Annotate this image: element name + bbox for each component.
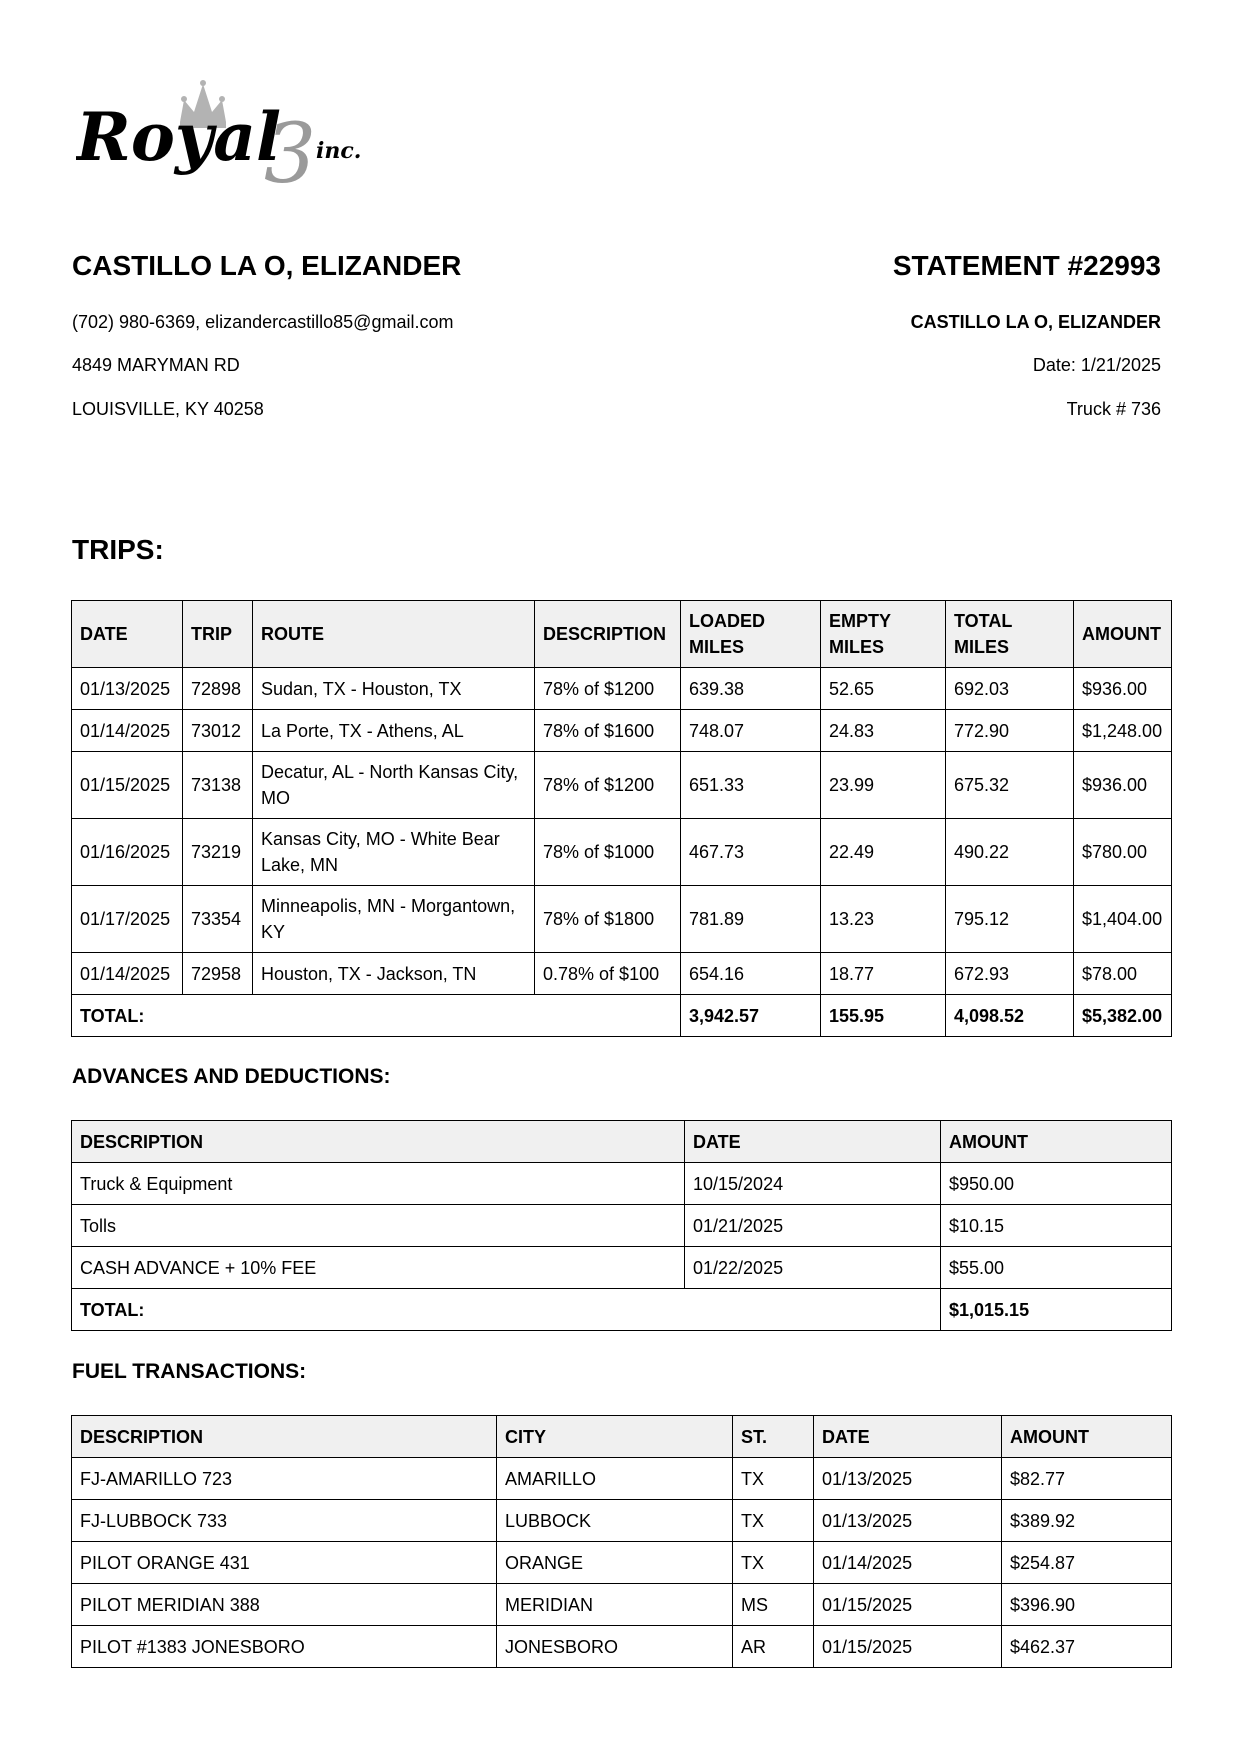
cell-date: 01/14/2025 — [72, 710, 183, 752]
cell-state: MS — [733, 1584, 814, 1626]
cell-description: 78% of $1600 — [535, 710, 681, 752]
column-header: ROUTE — [253, 601, 535, 668]
table-row — [72, 1247, 1172, 1289]
cell-trip: 73219 — [183, 819, 253, 886]
cell-date: 01/13/2025 — [814, 1500, 1002, 1542]
cell-city: ORANGE — [497, 1542, 733, 1584]
cell-city: JONESBORO — [497, 1626, 733, 1668]
cell-empty-miles: 18.77 — [821, 953, 946, 995]
logo-text: Royal — [76, 98, 282, 176]
cell-amount: $55.00 — [941, 1247, 1172, 1289]
cell-city: LUBBOCK — [497, 1500, 733, 1542]
cell-date: 01/15/2025 — [814, 1626, 1002, 1668]
deductions-table — [71, 1120, 1172, 1331]
logo-numeral: 3 — [264, 107, 317, 194]
company-logo — [76, 78, 386, 194]
cell-amount: $254.87 — [1002, 1542, 1172, 1584]
cell-description: Truck & Equipment — [72, 1163, 685, 1205]
cell-date: 01/17/2025 — [72, 886, 183, 953]
column-header: DATE — [814, 1416, 1002, 1458]
cell-amount: $462.37 — [1002, 1626, 1172, 1668]
driver-address-line1: 4849 MARYMAN RD — [72, 355, 240, 375]
fuel-header-row — [72, 1416, 1172, 1458]
trips-header-row — [72, 601, 1172, 668]
statement-date: Date: 1/21/2025 — [1032, 355, 1161, 375]
driver-name-title: CASTILLO LA O, ELIZANDER — [72, 250, 462, 281]
cell-description: PILOT ORANGE 431 — [72, 1542, 497, 1584]
column-header: ST. — [733, 1416, 814, 1458]
cell-empty-miles: 24.83 — [821, 710, 946, 752]
cell-loaded-miles: 639.38 — [681, 668, 821, 710]
cell-amount: $936.00 — [1074, 668, 1172, 710]
cell-description: PILOT #1383 JONESBORO — [72, 1626, 497, 1668]
table-row — [72, 1626, 1172, 1668]
cell-description: 78% of $1800 — [535, 886, 681, 953]
table-row — [72, 953, 1172, 995]
cell-route: La Porte, TX - Athens, AL — [253, 710, 535, 752]
fuel-table — [71, 1415, 1172, 1668]
cell-date: 01/13/2025 — [72, 668, 183, 710]
cell-loaded-miles: 467.73 — [681, 819, 821, 886]
cell-amount: $10.15 — [941, 1205, 1172, 1247]
cell-total-miles: 772.90 — [946, 710, 1074, 752]
cell-trip: 72898 — [183, 668, 253, 710]
cell-total-miles: 675.32 — [946, 752, 1074, 819]
cell-date: 10/15/2024 — [685, 1163, 941, 1205]
trips-table — [71, 600, 1172, 1037]
trips-heading: TRIPS: — [72, 534, 164, 565]
cell-total-miles: 795.12 — [946, 886, 1074, 953]
cell-city: AMARILLO — [497, 1458, 733, 1500]
table-row — [72, 752, 1172, 819]
column-header: TRIP — [183, 601, 253, 668]
cell-total-miles: 490.22 — [946, 819, 1074, 886]
driver-address-line2: LOUISVILLE, KY 40258 — [72, 399, 264, 419]
total-label: TOTAL: — [72, 1289, 941, 1331]
cell-state: TX — [733, 1458, 814, 1500]
cell-loaded-miles: 781.89 — [681, 886, 821, 953]
table-row — [72, 886, 1172, 953]
table-row — [72, 1458, 1172, 1500]
cell-total-miles: 692.03 — [946, 668, 1074, 710]
column-header: DESCRIPTION — [72, 1416, 497, 1458]
cell-date: 01/21/2025 — [685, 1205, 941, 1247]
column-header: CITY — [497, 1416, 733, 1458]
cell-amount: $1,248.00 — [1074, 710, 1172, 752]
table-row — [72, 1500, 1172, 1542]
cell-route: Decatur, AL - North Kansas City, MO — [253, 752, 535, 819]
column-header: AMOUNT — [941, 1121, 1172, 1163]
cell-description: 78% of $1200 — [535, 668, 681, 710]
cell-date: 01/15/2025 — [72, 752, 183, 819]
cell-route: Minneapolis, MN - Morgantown, KY — [253, 886, 535, 953]
column-header: DATE — [72, 601, 183, 668]
cell-state: AR — [733, 1626, 814, 1668]
deductions-header-row — [72, 1121, 1172, 1163]
cell-city: MERIDIAN — [497, 1584, 733, 1626]
cell-state: TX — [733, 1500, 814, 1542]
total-amount: $1,015.15 — [941, 1289, 1172, 1331]
cell-amount: $1,404.00 — [1074, 886, 1172, 953]
table-row — [72, 668, 1172, 710]
cell-state: TX — [733, 1542, 814, 1584]
cell-total-miles: 672.93 — [946, 953, 1074, 995]
cell-date: 01/14/2025 — [814, 1542, 1002, 1584]
cell-loaded-miles: 748.07 — [681, 710, 821, 752]
cell-trip: 72958 — [183, 953, 253, 995]
cell-empty-miles: 23.99 — [821, 752, 946, 819]
cell-amount: $82.77 — [1002, 1458, 1172, 1500]
cell-empty-miles: 13.23 — [821, 886, 946, 953]
cell-amount: $950.00 — [941, 1163, 1172, 1205]
total-miles: 4,098.52 — [946, 995, 1074, 1037]
column-header: AMOUNT — [1002, 1416, 1172, 1458]
column-header: LOADED MILES — [681, 601, 821, 668]
cell-description: FJ-AMARILLO 723 — [72, 1458, 497, 1500]
cell-amount: $78.00 — [1074, 953, 1172, 995]
cell-description: 0.78% of $100 — [535, 953, 681, 995]
cell-description: PILOT MERIDIAN 388 — [72, 1584, 497, 1626]
table-row — [72, 1205, 1172, 1247]
cell-loaded-miles: 654.16 — [681, 953, 821, 995]
column-header: DESCRIPTION — [535, 601, 681, 668]
table-row — [72, 1542, 1172, 1584]
fuel-heading: FUEL TRANSACTIONS: — [72, 1360, 307, 1383]
cell-date: 01/15/2025 — [814, 1584, 1002, 1626]
cell-route: Sudan, TX - Houston, TX — [253, 668, 535, 710]
cell-description: 78% of $1000 — [535, 819, 681, 886]
deductions-total-row — [72, 1289, 1172, 1331]
statement-driver-name: CASTILLO LA O, ELIZANDER — [910, 312, 1161, 332]
table-row — [72, 710, 1172, 752]
total-amount: $5,382.00 — [1074, 995, 1172, 1037]
cell-description: FJ-LUBBOCK 733 — [72, 1500, 497, 1542]
cell-loaded-miles: 651.33 — [681, 752, 821, 819]
cell-date: 01/16/2025 — [72, 819, 183, 886]
cell-empty-miles: 52.65 — [821, 668, 946, 710]
table-row — [72, 819, 1172, 886]
total-label: TOTAL: — [72, 995, 681, 1037]
cell-date: 01/22/2025 — [685, 1247, 941, 1289]
cell-trip: 73012 — [183, 710, 253, 752]
cell-route: Houston, TX - Jackson, TN — [253, 953, 535, 995]
cell-amount: $389.92 — [1002, 1500, 1172, 1542]
total-loaded-miles: 3,942.57 — [681, 995, 821, 1037]
cell-empty-miles: 22.49 — [821, 819, 946, 886]
cell-date: 01/14/2025 — [72, 953, 183, 995]
cell-date: 01/13/2025 — [814, 1458, 1002, 1500]
cell-route: Kansas City, MO - White Bear Lake, MN — [253, 819, 535, 886]
table-row — [72, 1584, 1172, 1626]
trips-total-row — [72, 995, 1172, 1037]
column-header: TOTAL MILES — [946, 601, 1074, 668]
cell-trip: 73354 — [183, 886, 253, 953]
cell-description: 78% of $1200 — [535, 752, 681, 819]
cell-amount: $936.00 — [1074, 752, 1172, 819]
cell-amount: $396.90 — [1002, 1584, 1172, 1626]
column-header: EMPTY MILES — [821, 601, 946, 668]
logo-suffix: inc. — [316, 138, 362, 164]
column-header: DESCRIPTION — [72, 1121, 685, 1163]
table-row — [72, 1163, 1172, 1205]
statement-title: STATEMENT #22993 — [892, 250, 1161, 281]
deductions-heading: ADVANCES AND DEDUCTIONS: — [72, 1065, 391, 1088]
driver-contact: (702) 980-6369, elizandercastillo85@gmail.com — [72, 312, 454, 332]
cell-amount: $780.00 — [1074, 819, 1172, 886]
truck-number: Truck # 736 — [1066, 399, 1161, 419]
total-empty-miles: 155.95 — [821, 995, 946, 1037]
column-header: AMOUNT — [1074, 601, 1172, 668]
cell-description: CASH ADVANCE + 10% FEE — [72, 1247, 685, 1289]
cell-trip: 73138 — [183, 752, 253, 819]
column-header: DATE — [685, 1121, 941, 1163]
cell-description: Tolls — [72, 1205, 685, 1247]
